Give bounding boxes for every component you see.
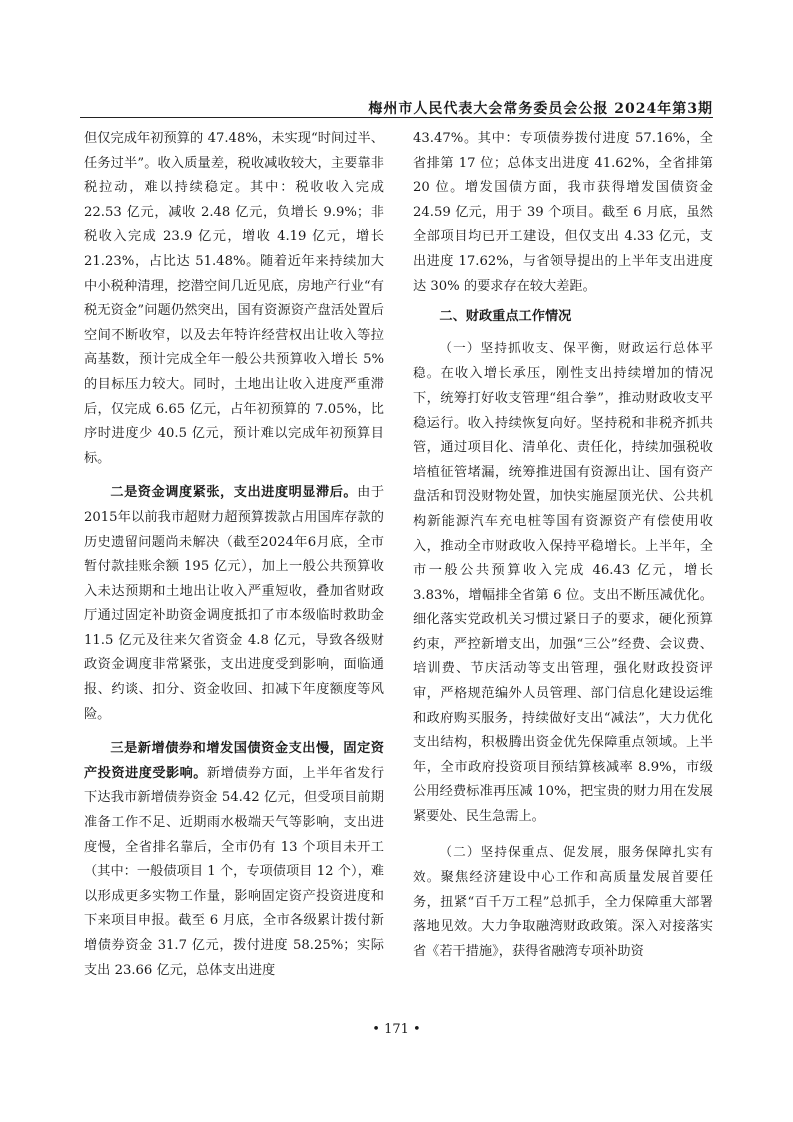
left-paragraph-2 <box>84 481 384 727</box>
subsection-1 <box>413 336 713 830</box>
right-paragraph-1: 43.47%。其中：专项债券拨付进度 57.16%，全省排第 17 位；总体支出进度 41.62%，全省排第 20 位。增发国债方面，我市获得增发国债资金 24.59 亿元，用于 39 个项目。截至 6 月底，虽然全部项目均已开工建设，但仅支出 4.33 亿元，支出进度 17.62%，与省领导提出的上半年支出进度达 30% 的要求存在较大差距。 <box>413 131 713 294</box>
left-column <box>84 127 384 983</box>
right-column <box>413 127 713 965</box>
bulletin-header-title: 梅州市人民代表大会常务委员会公报 2024年第3期 <box>368 101 713 117</box>
left-paragraph-1: 但仅完成年初预算的 47.48%，未实现“时间过半、任务过半”。收入质量差，税收减收较大，主要靠非税拉动，难以持续稳定。其中：税收收入完成 22.53 亿元，减收 2.48 亿元，负增长 9.9%；非税收入完成 23.9 亿元，增收 4.19 亿元，增长 21.23%，占比达 51.48%。随着近年来持续加大中小税种清理，挖潜空间几近见底，房地产行业“有税无资金”问题仍然突出，国有资源资产盘活处置后空间不断收窄，以及去年特许经营权出让收入等拉高基数，预计完成全年一般公共预算收入增长 5%的目标压力较大。同时，土地出让收入进度严重滞后，仅完成 6.65 亿元，占年初预算的 7.05%，比序时进度少 40.5 亿元，预计难以完成年初预算目标。 <box>84 131 384 466</box>
subsection-2-body: 聚焦经济建设中心工作和高质量发展首要任务，扭紧“百千万工程”总抓手，全力保障重大部署落地见效。大力争取融湾财政政策。深入对接落实省《若干措施》，获得省融湾专项补助资 <box>413 870 714 959</box>
paragraph-3-body: 新增债券方面，上半年省发行下达我市新增债券资金 54.42 亿元，但受项目前期准备工作不足、近期雨水极端天气等影响，支出进度慢，全省排名靠后，全市仍有 13 个项目未开工（其中：一般债项目 1 个，专项债项目 12 个），难以形成更多实物工作量，影响固定资产投资进度和下来项目申报。截至 6 月底，全市各级累计拨付新增债券资金 31.7 亿元，拨付进度 58.25%；实际支出 23.66 亿元，总体支出进度 <box>84 765 385 978</box>
subsection-1-body: 在收入增长承压，刚性支出持续增加的情况下，统筹打好收支管理“组合拳”，推动财政收支平稳运行。收入持续恢复向好。坚持税和非税齐抓共管，通过项目化、清单化、责任化，持续加强税收培植征管堵漏，统筹推进国有资源出让、国有资产盘活和罚没财物处置，加快实施屋顶光伏、公共机构新能源汽车充电桩等国有资源资产有偿使用收入，推动全市财政收入保持平稳增长。上半年，全市一般公共预算收入完成 46.43 亿元，增长 3.83%，增幅排全省第 6 位。支出不断压减优化。细化落实党政机关习惯过紧日子的要求，硬化预算约束，严控新增支出，加强“三公”经费、会议费、培训费、节庆活动等支出管理，强化财政投资评审，严格规范编外人员管理、部门信息化建设运维和政府购买服务，持续做好支出“减法”，大力优化支出结构，积极腾出资金优先保障重点领域。上半年，全市政府投资项目预结算核减率 8.9%，市级公用经费标准再压减 10%，把宝贵的财力用在发展紧要处、民生急需上。 <box>413 366 714 825</box>
left-paragraph-3 <box>84 737 384 983</box>
page-number: • 171 • <box>372 1022 421 1037</box>
header-divider <box>80 117 713 118</box>
subsection-2 <box>413 840 713 965</box>
paragraph-2-body: 由于2015年以前我市超财力超预算拨款占用国库存款的历史遗留问题尚未解决（截至2024年6月底，全市暂付款挂账余额 195 亿元），加上一般公共预算收入未达预期和土地出让收入严重短收，叠加省财政厅通过固定补助资金调度抵扣了市本级临时救助金 11.5 亿元及往来欠省资金 4.8 亿元，导致各级财政资金调度非常紧张，支出进度受到影响，面临通报、约谈、扣分、资金收回、扣减下年度额度等风险。 <box>84 485 385 722</box>
paragraph-2-lead: 二是资金调度紧张，支出进度明显滞后。 <box>110 485 358 501</box>
subsection-1-heading: （一）坚持抓收支、保平衡，财政运行总体平稳。 <box>413 339 713 381</box>
paragraph-3-lead: 三是新增债券和增发国债资金支出慢，固定资产投资进度受影响。 <box>84 741 384 781</box>
subsection-2-heading: （二）坚持保重点、促发展，服务保障扎实有效。 <box>413 843 713 885</box>
section-heading: 二、财政重点工作情况 <box>439 309 572 325</box>
